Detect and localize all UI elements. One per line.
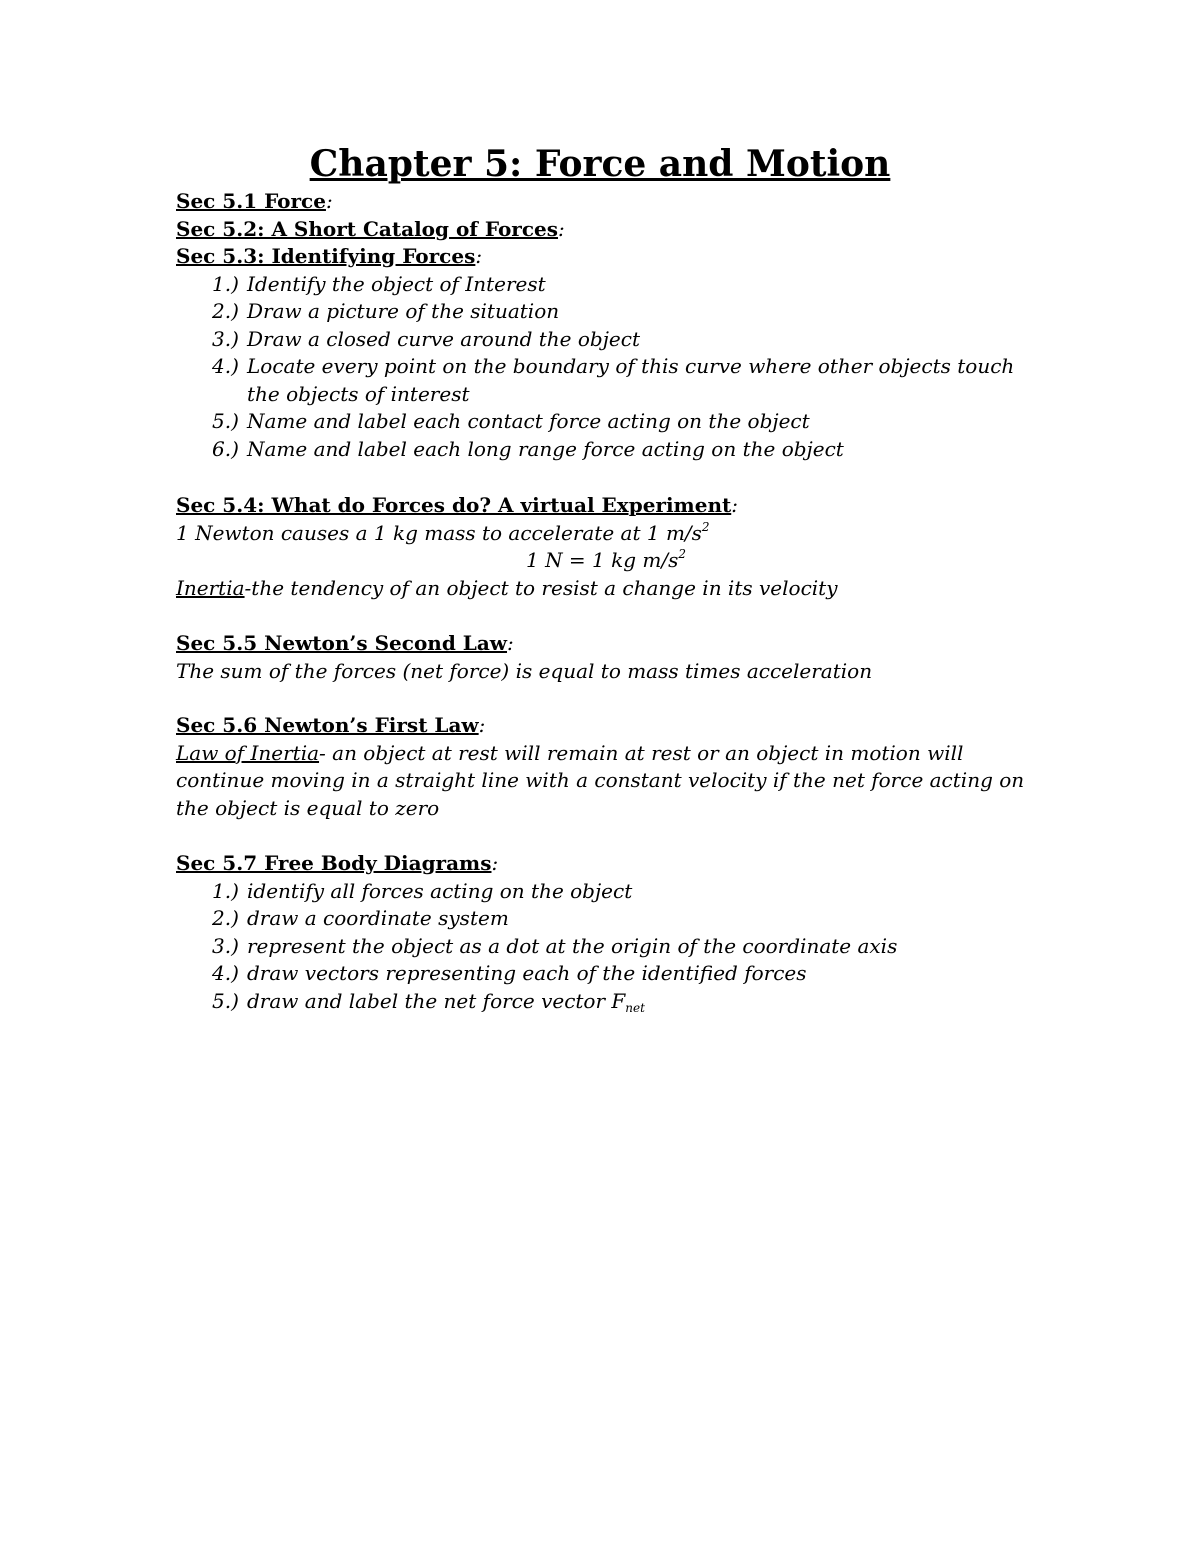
inertia-definition: Inertia-the tendency of an object to resist a change in its velocity <box>176 575 838 600</box>
list-item: 5.) Name and label each contact force acting on the object <box>212 409 810 433</box>
sec-5-7-heading: Sec 5.7 Free Body Diagrams: <box>176 851 499 875</box>
second-law-text: The sum of the forces (net force) is equal to mass times acceleration <box>176 658 873 683</box>
sec-5-3-heading: Sec 5.3: Identifying Forces: <box>176 244 483 268</box>
newton-equation: 1 N = 1 kg $m/s^2$ <box>525 547 687 572</box>
list-item: 1.) Identify the object of Interest <box>212 271 546 296</box>
sections-5-1-to-5-3 <box>176 188 1036 463</box>
sec-5-4-heading: Sec 5.4: What do Forces do? A virtual Experiment: <box>176 493 738 517</box>
inertia-term: Inertia <box>176 575 245 600</box>
section-5-6 <box>176 712 1036 822</box>
first-law-text: Law of Inertia- an object at rest will remain at rest or an object in motion will continue moving in a straight line with a constant velocity if the net force acting on the object is equal to zero <box>176 740 1025 820</box>
sec-5-2-heading: Sec 5.2: A Short Catalog of Forces: <box>176 216 565 241</box>
identifying-forces-list <box>176 271 1036 464</box>
list-item: 4.) draw vectors representing each of the identified forces <box>212 961 807 985</box>
list-item: 5.) draw and label the net force vector $F_{net}$ <box>212 988 645 1015</box>
list-item: 3.) represent the object as a dot at the origin of the coordinate axis <box>212 933 898 958</box>
page-title: Chapter 5: Force and Motion <box>309 143 891 185</box>
list-item: 6.) Name and label each long range force acting on the object <box>212 436 844 461</box>
newton-definition: 1 Newton causes a 1 kg mass to accelerate at 1 $m/s^2$ <box>176 519 710 545</box>
section-5-7 <box>176 850 1036 1015</box>
free-body-diagram-list <box>176 878 1036 1016</box>
list-item: 4.) Locate every point on the boundary of this curve where other objects touch the objects of interest <box>212 354 1015 406</box>
section-5-4 <box>176 492 1036 602</box>
list-item: 3.) Draw a closed curve around the object <box>212 326 640 351</box>
list-item: 2.) draw a coordinate system <box>212 906 509 930</box>
section-5-5 <box>176 630 1036 685</box>
law-of-inertia-term: Law of Inertia <box>176 740 320 765</box>
list-item: 2.) Draw a picture of the situation <box>212 299 560 323</box>
sec-5-1-heading: Sec 5.1 Force: <box>176 189 333 213</box>
list-item: 1.) identify all forces acting on the object <box>212 878 633 903</box>
sec-5-6-heading: Sec 5.6 Newton’s First Law: <box>176 713 486 737</box>
sec-5-5-heading: Sec 5.5 Newton’s Second Law: <box>176 631 514 655</box>
